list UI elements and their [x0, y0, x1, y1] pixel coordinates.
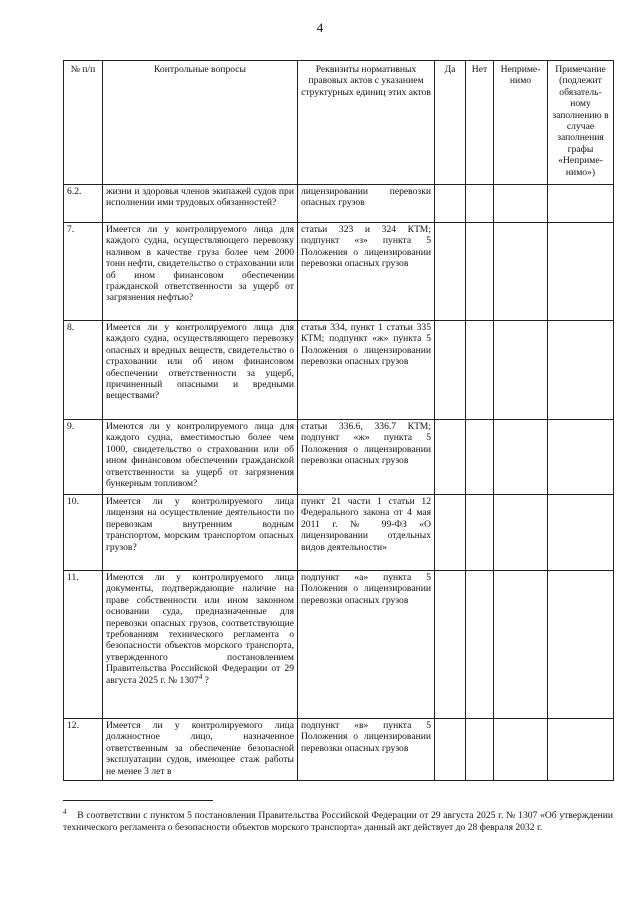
yes-cell[interactable] — [435, 223, 466, 321]
yes-cell[interactable] — [435, 719, 466, 781]
control-question: Имеется ли у контролируемого лица для каждого судна, осуществляющего перевозку опасных и вредных веществ, свидетельство о страховании или об ином финансовом обеспечении ответственности за ущерб, причиненный опасными и вредными веществами? — [103, 321, 298, 420]
table-row — [64, 495, 614, 571]
note-cell[interactable] — [548, 571, 614, 719]
yes-cell[interactable] — [435, 495, 466, 571]
no-cell[interactable] — [466, 571, 494, 719]
footnote — [63, 807, 614, 835]
note-cell[interactable] — [548, 420, 614, 495]
legal-requisites: статья 334, пункт 1 статьи 335 КТМ; подпункт «ж» пункта 5 Положения о лицензировании перевозки опасных грузов — [298, 321, 435, 420]
table-row — [64, 571, 614, 719]
not-applicable-cell[interactable] — [494, 719, 548, 781]
row-number: 9. — [64, 420, 103, 495]
table-header-row — [64, 61, 614, 185]
no-cell[interactable] — [466, 495, 494, 571]
table-row — [64, 719, 614, 781]
no-cell[interactable] — [466, 420, 494, 495]
header-requisites: Реквизиты нормативных правовых актов с указанием структурных единиц этих актов — [298, 61, 435, 185]
legal-requisites: статьи 323 и 324 КТМ; подпункт «з» пункта 5 Положения о лицензировании перевозки опасных грузов — [298, 223, 435, 321]
table-row — [64, 321, 614, 420]
note-cell[interactable] — [548, 185, 614, 223]
control-question: Имеется ли у контролируемого лица лицензия на осуществление деятельности по перевозкам внутренним водным транспортом, морским транспортом опасных грузов? — [103, 495, 298, 571]
table-row — [64, 185, 614, 223]
page-number: 4 — [316, 20, 324, 35]
control-question — [103, 571, 298, 719]
no-cell[interactable] — [466, 321, 494, 420]
note-cell[interactable] — [548, 719, 614, 781]
table-row — [64, 420, 614, 495]
yes-cell[interactable] — [435, 571, 466, 719]
not-applicable-cell[interactable] — [494, 571, 548, 719]
row-number: 11. — [64, 571, 103, 719]
no-cell[interactable] — [466, 223, 494, 321]
not-applicable-cell[interactable] — [494, 223, 548, 321]
row-number: 8. — [64, 321, 103, 420]
not-applicable-cell[interactable] — [494, 495, 548, 571]
note-cell[interactable] — [548, 495, 614, 571]
row-number: 10. — [64, 495, 103, 571]
footnote-divider — [63, 800, 213, 801]
footnote-text: В соответствии с пунктом 5 постановления Правительства Российской Федерации от 29 августа 2025 г. № 1307 «Об утверждении технического регламента о безопасности объектов морского транспорта» данный акт действует до 28 февраля 2032 г. — [63, 810, 614, 834]
header-note: Примечание (подлежит обязатель-ному заполнению в случае заполнения графы «Неприме-нимо») — [548, 61, 614, 185]
control-question: Имеются ли у контролируемого лица для каждого судна, вместимостью более чем 1000, свидетельство о страховании или об ином финансовом обеспечении гражданской ответственности за ущерб от загрязнения бункерным топливом? — [103, 420, 298, 495]
control-question: Имеется ли у контролируемого лица должностное лицо, назначенное ответственным за обеспечение безопасной эксплуатации судов, имеющее стаж работы не менее 3 лет в — [103, 719, 298, 781]
header-not-applicable: Неприме-нимо — [494, 61, 548, 185]
control-question: жизни и здоровья членов экипажей судов при исполнении ими трудовых обязанностей? — [103, 185, 298, 223]
header-question: Контрольные вопросы — [103, 61, 298, 185]
header-yes: Да — [435, 61, 466, 185]
note-cell[interactable] — [548, 223, 614, 321]
legal-requisites: подпункт «а» пункта 5 Положения о лицензировании перевозки опасных грузов — [298, 571, 435, 719]
not-applicable-cell[interactable] — [494, 321, 548, 420]
row-number: 12. — [64, 719, 103, 781]
row-number: 6.2. — [64, 185, 103, 223]
header-num: № п/п — [64, 61, 103, 185]
control-question: Имеется ли у контролируемого лица для каждого судна, осуществляющего перевозку наливом в качестве груза более чем 2000 тонн нефти, свидетельство о страховании или об ином финансовом обеспечении гражданской ответственности за ущерб от загрязнения нефтью? — [103, 223, 298, 321]
note-cell[interactable] — [548, 321, 614, 420]
legal-requisites: пункт 21 части 1 статьи 12 Федерального закона от 4 мая 2011 г. № 99-ФЗ «О лицензировании отдельных видов деятельности» — [298, 495, 435, 571]
legal-requisites: подпункт «в» пункта 5 Положения о лицензировании перевозки опасных грузов — [298, 719, 435, 781]
not-applicable-cell[interactable] — [494, 185, 548, 223]
yes-cell[interactable] — [435, 185, 466, 223]
no-cell[interactable] — [466, 719, 494, 781]
row-number: 7. — [64, 223, 103, 321]
not-applicable-cell[interactable] — [494, 420, 548, 495]
footnote-reference[interactable]: 4 — [198, 672, 203, 681]
header-no: Нет — [466, 61, 494, 185]
yes-cell[interactable] — [435, 420, 466, 495]
footnote-mark: 4 — [63, 807, 67, 816]
legal-requisites: статьи 336.6, 336.7 КТМ; подпункт «ж» пункта 5 Положения о лицензировании перевозки опасных грузов — [298, 420, 435, 495]
table-row — [64, 223, 614, 321]
no-cell[interactable] — [466, 185, 494, 223]
question-text: Имеются ли у контролируемого лица документы, подтверждающие наличие на праве собственности или ином законном основании суда, предназначенные для перевозки опасных грузов, соответствующие требованиям технического регламента о безопасности объектов морского транспорта, утвержденного постановлением Правительства Российской Федерации от 29 августа 2025 г. № 1307 — [106, 572, 294, 686]
yes-cell[interactable] — [435, 321, 466, 420]
checklist-table — [63, 60, 614, 781]
question-end: ? — [202, 674, 209, 686]
legal-requisites: лицензировании перевозки опасных грузов — [298, 185, 435, 223]
